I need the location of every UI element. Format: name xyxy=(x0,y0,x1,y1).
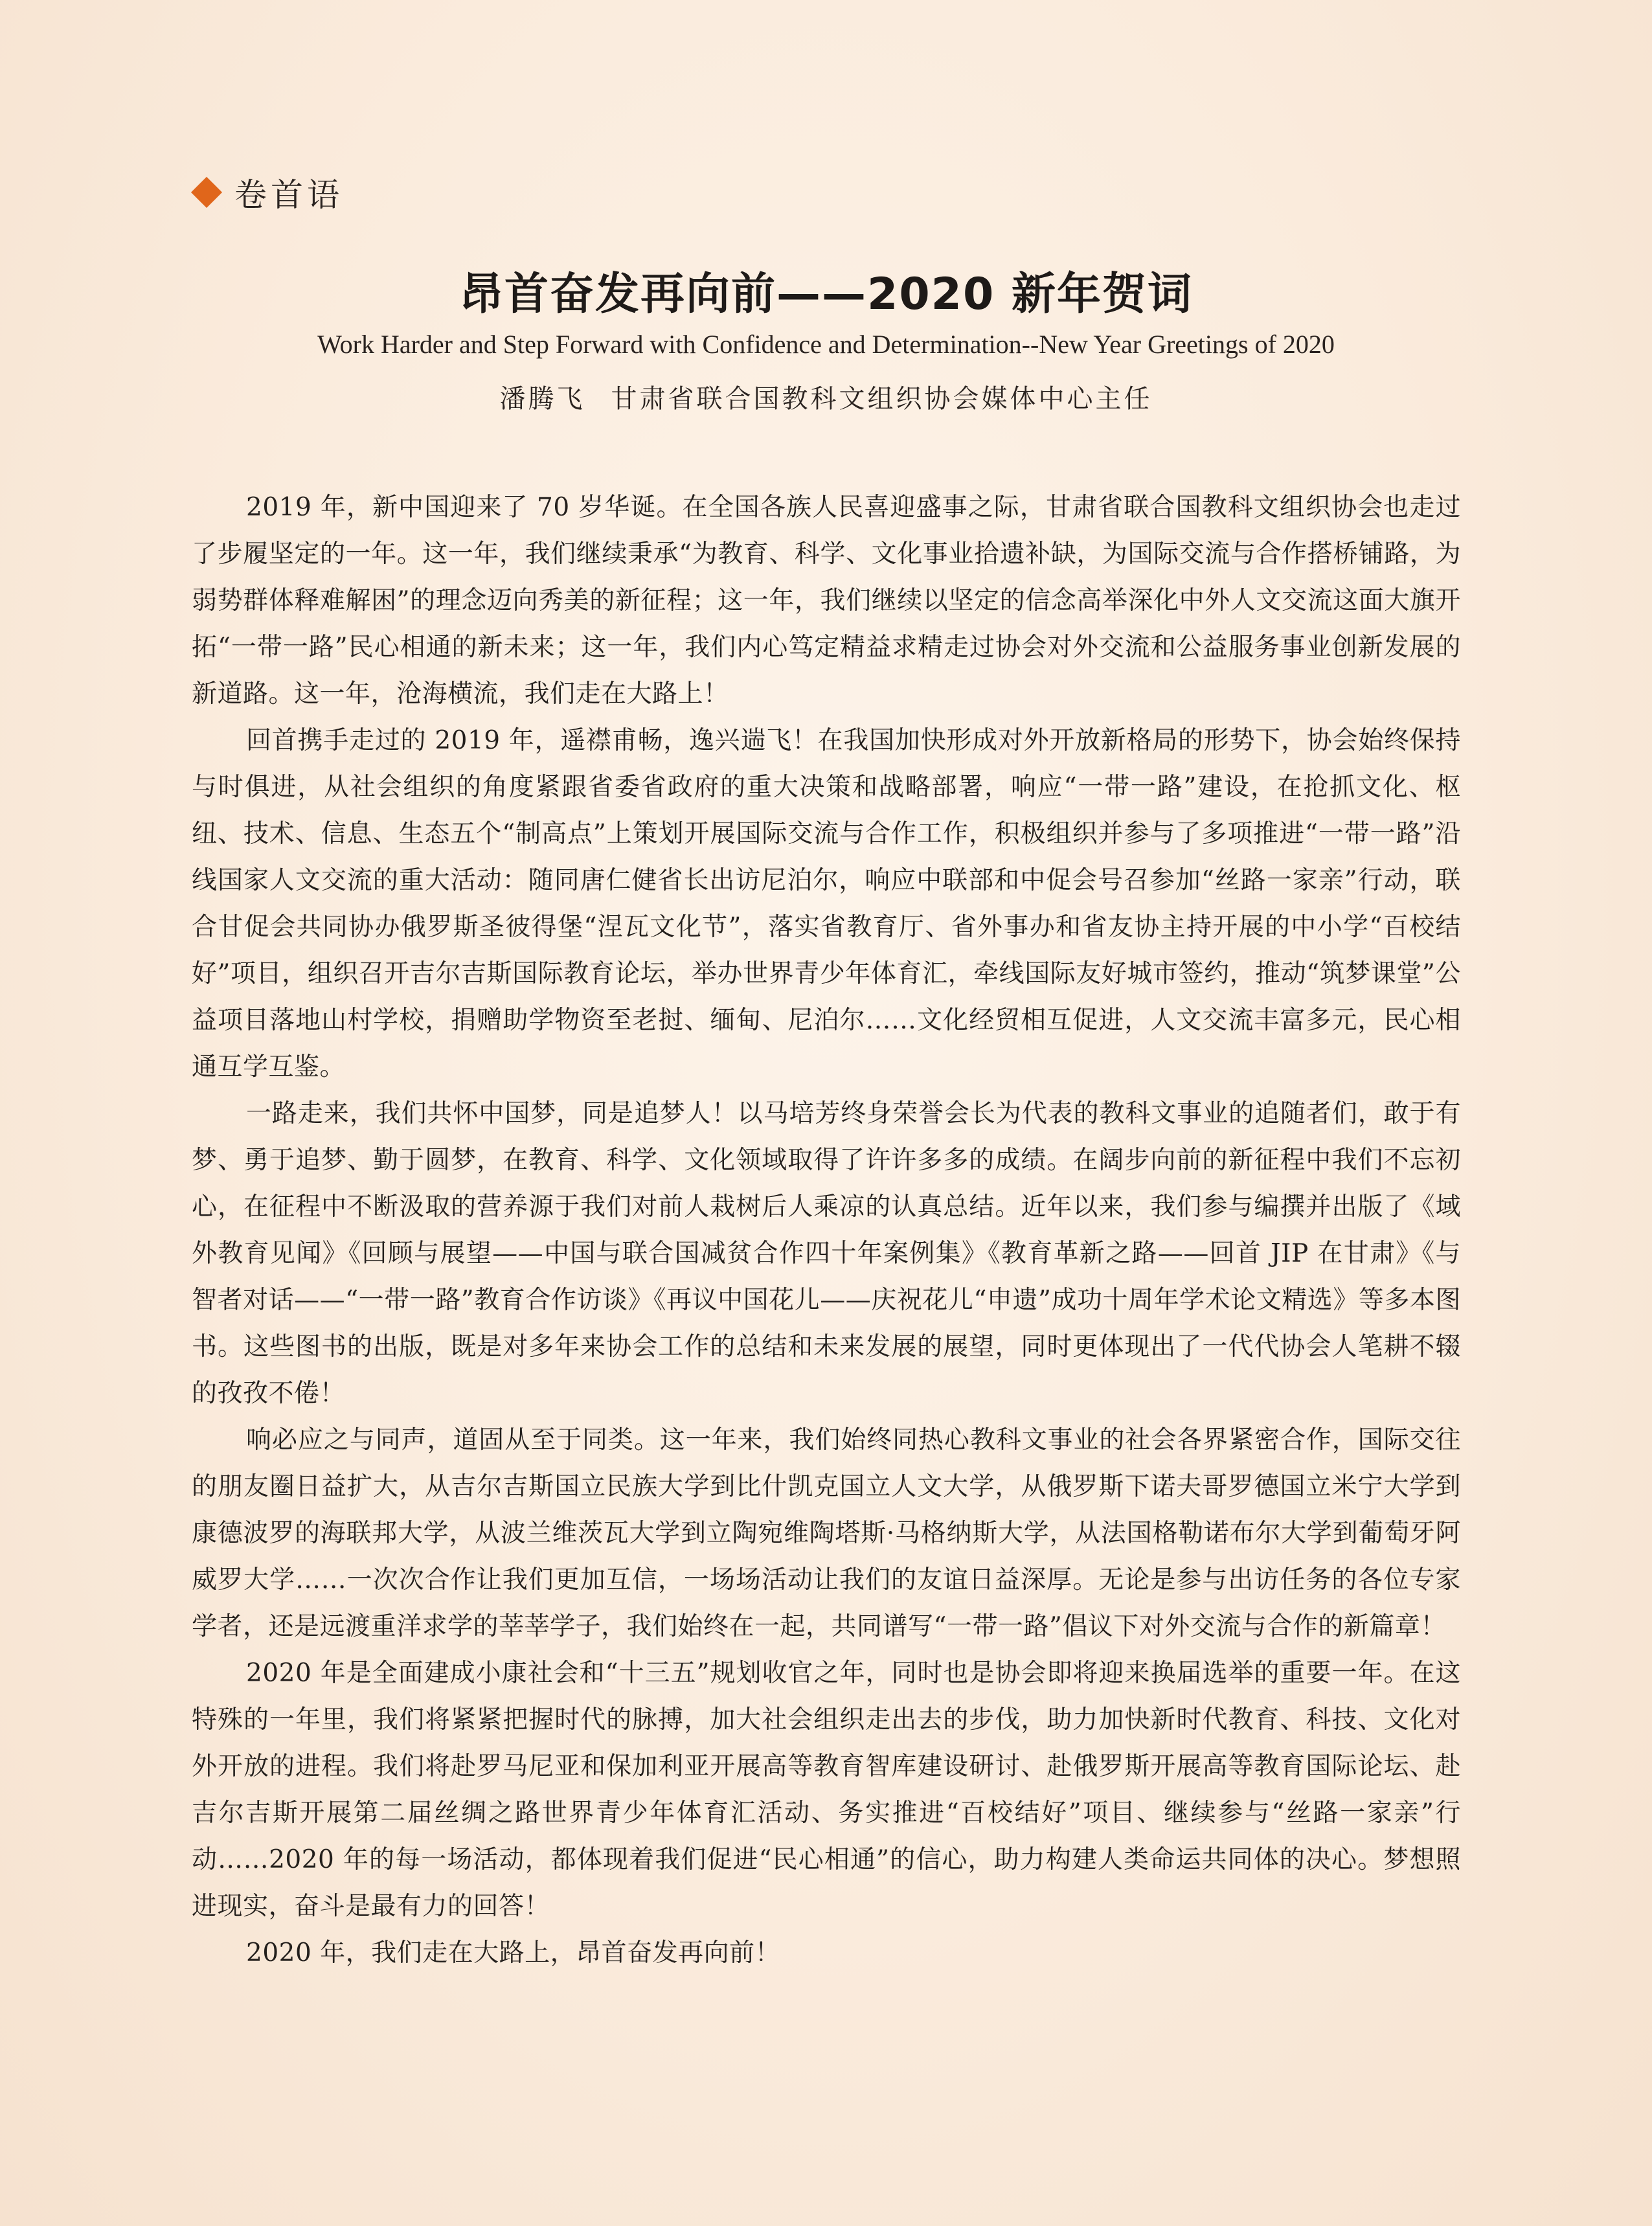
section-label: 卷首语 xyxy=(234,176,343,214)
paragraph: 响必应之与同声，道固从至于同类。这一年来，我们始终同热心教科文事业的社会各界紧密合作，国际交往的朋友圈日益扩大，从吉尔吉斯国立民族大学到比什凯克国立人文大学，从俄罗斯下诺夫哥罗德国立米宁大学到康德波罗的海联邦大学，从波兰维茨瓦大学到立陶宛维陶塔斯·马格纳斯大学，从法国格勒诺布尔大学到葡萄牙阿威罗大学……一次次合作让我们更加互信，一场场活动让我们的友谊日益深厚。无论是参与出访任务的各位专家学者，还是远渡重洋求学的莘莘学子，我们始终在一起，共同谱写“一带一路”倡议下对外交流与合作的新篇章！ xyxy=(192,1425,1461,1641)
section-tag xyxy=(192,170,343,215)
article-body xyxy=(192,484,1461,1977)
paragraph: 2020 年，我们走在大路上，昂首奋发再向前！ xyxy=(246,1938,781,1968)
author-title: 甘肃省联合国教科文组织协会媒体中心主任 xyxy=(611,384,1153,414)
author-line xyxy=(0,378,1652,415)
paragraph: 一路走来，我们共怀中国梦，同是追梦人！以马培芳终身荣誉会长为代表的教科文事业的追随者们，敢于有梦、勇于追梦、勤于圆梦，在教育、科学、文化领域取得了许许多多的成绩。在阔步向前的新征程中我们不忘初心，在征程中不断汲取的营养源于我们对前人栽树后人乘凉的认真总结。近年以来，我们参与编撰并出版了《域外教育见闻》《回顾与展望——中国与联合国减贫合作四十年案例集》《教育革新之路——回首 JIP 在甘肃》《与智者对话——“一带一路”教育合作访谈》《再议中国花儿——庆祝花儿“申遗”成功十周年学术论文精选》等多本图书。这些图书的出版，既是对多年来协会工作的总结和未来发展的展望，同时更体现出了一代代协会人笔耕不辍的孜孜不倦！ xyxy=(192,1099,1461,1408)
article-subtitle-english: Work Harder and Step Forward with Confidence and Determination--New Year Greetings of 2020 xyxy=(317,330,1335,359)
author-name: 潘腾飞 xyxy=(499,384,585,414)
paragraph: 2020 年是全面建成小康社会和“十三五”规划收官之年，同时也是协会即将迎来换届选举的重要一年。在这特殊的一年里，我们将紧紧把握时代的脉搏，加大社会组织走出去的步伐，助力加快新时代教育、科技、文化对外开放的进程。我们将赴罗马尼亚和保加利亚开展高等教育智库建设研讨、赴俄罗斯开展高等教育国际论坛、赴吉尔吉斯开展第二届丝绸之路世界青少年体育汇活动、务实推进“百校结好”项目、继续参与“丝路一家亲”行动……2020 年的每一场活动，都体现着我们促进“民心相通”的信心，助力构建人类命运共同体的决心。梦想照进现实，奋斗是最有力的回答！ xyxy=(192,1659,1461,1921)
diamond-bullet-icon xyxy=(191,177,222,208)
paragraph: 回首携手走过的 2019 年，遥襟甫畅，逸兴遄飞！在我国加快形成对外开放新格局的形势下，协会始终保持与时俱进，从社会组织的角度紧跟省委省政府的重大决策和战略部署，响应“一带一路”建设，在抢抓文化、枢纽、技术、信息、生态五个“制高点”上策划开展国际交流与合作工作，积极组织并参与了多项推进“一带一路”沿线国家人文交流的重大活动：随同唐仁健省长出访尼泊尔，响应中联部和中促会号召参加“丝路一家亲”行动，联合甘促会共同协办俄罗斯圣彼得堡“涅瓦文化节”，落实省教育厅、省外事办和省友协主持开展的中小学“百校结好”项目，组织召开吉尔吉斯国际教育论坛，举办世界青少年体育汇，牵线国际友好城市签约，推动“筑梦课堂”公益项目落地山村学校，捐赠助学物资至老挝、缅甸、尼泊尔……文化经贸相互促进，人文交流丰富多元，民心相通互学互鉴。 xyxy=(192,726,1461,1082)
article-title: 昂首奋发再向前——2020 新年贺词 xyxy=(459,269,1193,320)
paragraph: 2019 年，新中国迎来了 70 岁华诞。在全国各族人民喜迎盛事之际，甘肃省联合国教科文组织协会也走过了步履坚定的一年。这一年，我们继续秉承“为教育、科学、文化事业拾遗补缺，为国际交流与合作搭桥铺路，为弱势群体释难解困”的理念迈向秀美的新征程；这一年，我们继续以坚定的信念高举深化中外人文交流这面大旗开拓“一带一路”民心相通的新未来；这一年，我们内心笃定精益求精走过协会对外交流和公益服务事业创新发展的新道路。这一年，沧海横流，我们走在大路上！ xyxy=(192,493,1461,709)
